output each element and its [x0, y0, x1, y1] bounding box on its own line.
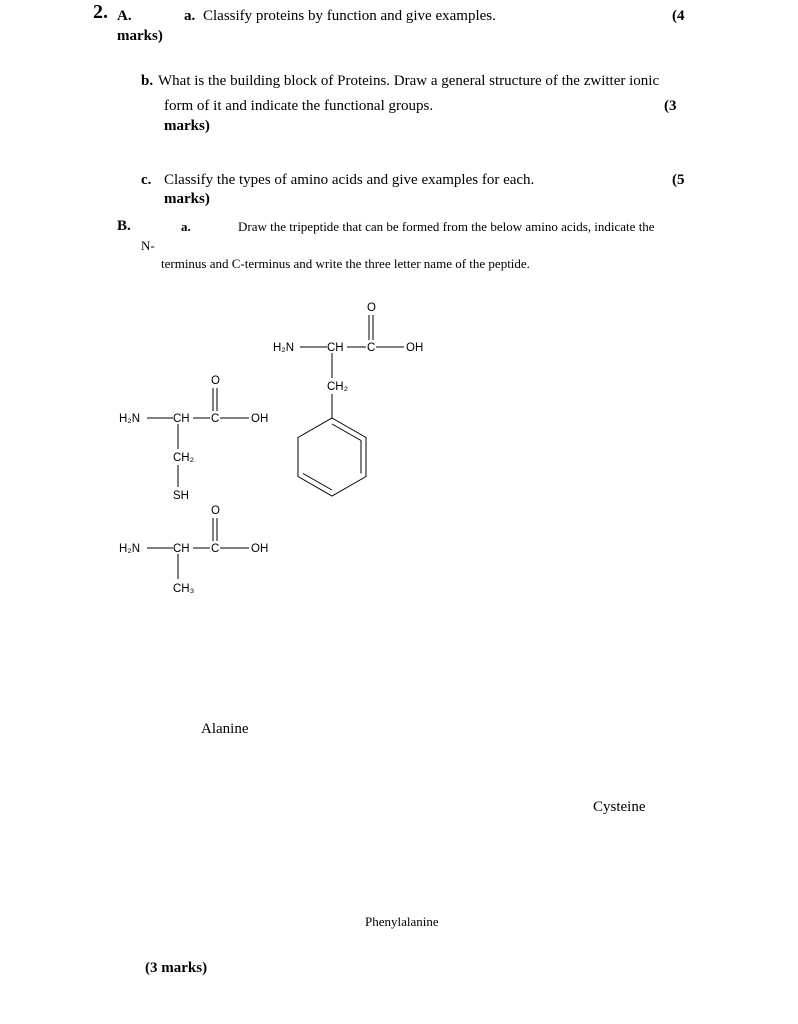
cysteine-h2n: H₂N	[119, 413, 141, 425]
cysteine-o: O	[211, 375, 220, 387]
part-a-b-label: b.	[141, 73, 154, 89]
caption-phenylalanine: Phenylalanine	[365, 914, 439, 929]
part-a-c-label: c.	[141, 172, 152, 188]
caption-cysteine: Cysteine	[593, 799, 646, 815]
cysteine-sh: SH	[173, 490, 189, 502]
part-a-c-marks-close: marks)	[164, 191, 210, 207]
alanine-ch3: CH₃	[173, 583, 195, 595]
part-b-a-text-line1: Draw the tripeptide that can be formed from the below amino acids, indicate the	[238, 219, 655, 234]
part-a-b-marks-close: marks)	[164, 118, 210, 134]
phenylalanine-oh: OH	[406, 342, 424, 354]
part-a-b-text-line1: What is the building block of Proteins. Draw a general structure of the zwitter ionic	[158, 73, 660, 89]
phenylalanine-ch: CH	[327, 342, 344, 354]
cysteine-ch2: CH₂	[173, 452, 195, 464]
phenylalanine-benzene-ring	[298, 418, 366, 496]
alanine-structure	[119, 505, 268, 595]
alanine-o: O	[211, 505, 220, 517]
part-b-a-n-prefix: N-	[141, 238, 155, 253]
question-number: 2.	[93, 1, 108, 23]
phenylalanine-c: C	[367, 342, 376, 354]
caption-alanine: Alanine	[201, 721, 249, 737]
cysteine-structure	[119, 375, 268, 502]
cysteine-ch: CH	[173, 413, 190, 425]
part-a-a-marks-open: (4	[672, 8, 685, 24]
part-a-a-label: a.	[184, 8, 196, 24]
alanine-h2n: H₂N	[119, 543, 141, 555]
phenylalanine-structure	[273, 302, 423, 496]
phenylalanine-h2n: H₂N	[273, 342, 295, 354]
part-a-c-text: Classify the types of amino acids and give examples for each.	[164, 172, 535, 188]
part-a-a-marks-close: marks)	[117, 28, 163, 44]
part-b-a-text-line2: terminus and C-terminus and write the three letter name of the peptide.	[161, 256, 530, 271]
part-b-marks: (3 marks)	[145, 960, 208, 976]
phenylalanine-ch2: CH₂	[327, 381, 349, 393]
alanine-ch: CH	[173, 543, 190, 555]
part-b-a-label: a.	[181, 219, 191, 234]
part-a-b-text-line2: form of it and indicate the functional groups.	[164, 98, 434, 114]
alanine-oh: OH	[251, 543, 269, 555]
cysteine-oh: OH	[251, 413, 269, 425]
part-a-c-marks-open: (5	[672, 172, 685, 188]
alanine-c: C	[211, 543, 220, 555]
part-a-a-text: Classify proteins by function and give examples.	[203, 8, 496, 24]
part-a-b-marks-open: (3	[664, 98, 677, 114]
phenylalanine-o: O	[367, 302, 376, 314]
part-b-label: B.	[117, 218, 131, 234]
cysteine-c: C	[211, 413, 220, 425]
part-a-label: A.	[117, 8, 132, 24]
